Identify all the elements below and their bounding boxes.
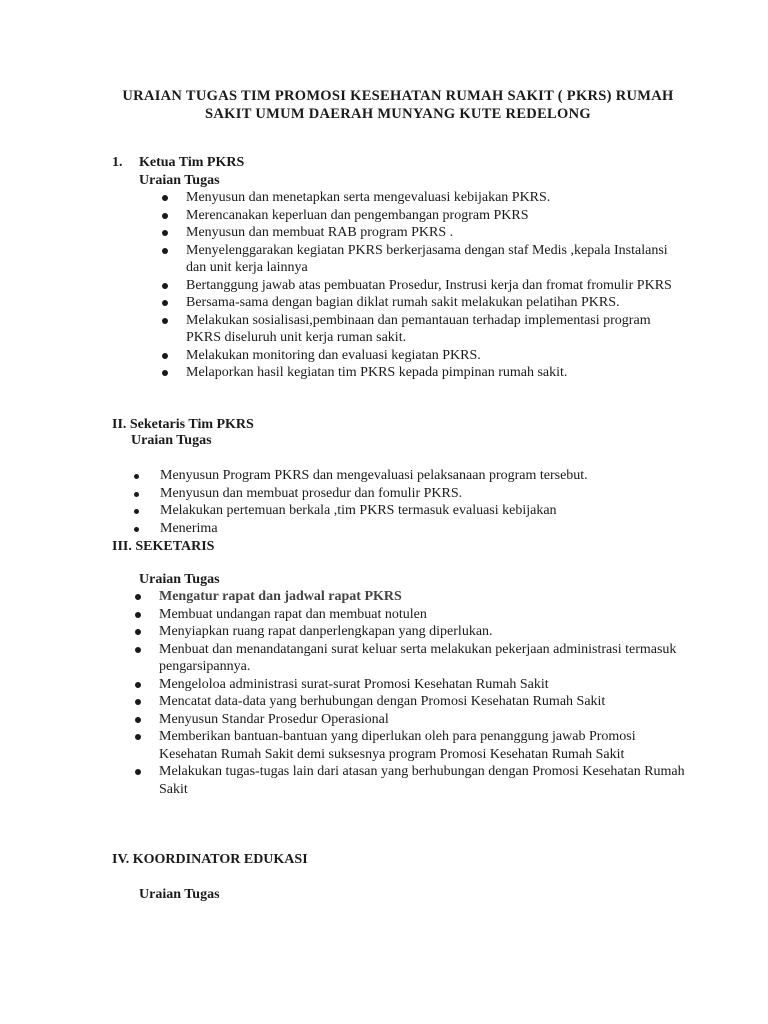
list-item: Menbuat dan menandatangani surat keluar serta melakukan pekerjaan administrasi termasuk pengarsipannya. <box>131 641 691 676</box>
bullet-icon <box>162 370 168 376</box>
list-item: Bersama-sama dengan bagian diklat rumah sakit melakukan pelatihan PKRS. <box>158 294 678 312</box>
bullet-icon <box>134 474 139 479</box>
list-item: Menyiapkan ruang rapat danperlengkapan yang diperlukan. <box>131 623 691 641</box>
list-item: Melakukan sosialisasi,pembinaan dan pemantauan terhadap implementasi program PKRS diseluruh unit kerja ruman sakit. <box>158 312 678 347</box>
list-item: Bertanggung jawab atas pembuatan Prosedur, Instrusi kerja dan fromat fromulir PKRS <box>158 277 678 295</box>
bullet-icon <box>135 647 141 653</box>
bullet-icon <box>162 283 168 289</box>
list-item: Melakukan tugas-tugas lain dari atasan yang berhubungan dengan Promosi Kesehatan Rumah Sakit <box>131 763 691 798</box>
list-item: Memberikan bantuan-bantuan yang diperlukan oleh para penanggung jawab Promosi Kesehatan Rumah Sakit demi suksesnya program Promosi Kesehatan Rumah Sakit <box>131 728 691 763</box>
section-2-heading: II. Seketaris Tim PKRS <box>112 417 254 432</box>
document-title-line-1: URAIAN TUGAS TIM PROMOSI KESEHATAN RUMAH SAKIT ( PKRS) RUMAH <box>122 88 674 104</box>
list-item: Menyusun Standar Prosedur Operasional <box>131 711 691 729</box>
bullet-icon <box>162 248 168 254</box>
list-item: Menyusun dan membuat RAB program PKRS . <box>158 224 678 242</box>
list-item: Menyelenggarakan kegiatan PKRS berkerjasama dengan staf Medis ,kepala Instalansi dan unit kerja lainnya <box>158 242 678 277</box>
bullet-icon <box>162 230 168 236</box>
bullet-icon <box>135 717 141 723</box>
section-1-title: Ketua Tim PKRS <box>139 155 245 170</box>
bullet-icon <box>162 213 168 219</box>
list-item: Melaporkan hasil kegiatan tim PKRS kepada pimpinan rumah sakit. <box>158 364 678 382</box>
list-item: Menyusun dan membuat prosedur dan fomulir PKRS. <box>132 485 692 503</box>
bullet-icon <box>135 612 141 618</box>
section-1-number: 1. <box>112 155 123 170</box>
section-4-subheading: Uraian Tugas <box>139 887 220 902</box>
list-item: Menyusun Program PKRS dan mengevaluasi pelaksanaan program tersebut. <box>132 467 692 485</box>
list-item: Menerima <box>132 520 692 538</box>
bullet-icon <box>162 353 168 359</box>
bullet-icon <box>135 769 141 775</box>
list-item: Menyusun dan menetapkan serta mengevaluasi kebijakan PKRS. <box>158 189 678 207</box>
section-1-task-list <box>158 189 678 382</box>
section-3-heading: III. SEKETARIS <box>112 539 215 554</box>
bullet-icon <box>162 318 168 324</box>
section-3-task-list <box>131 588 691 798</box>
bullet-icon <box>134 492 139 497</box>
list-item: Mengatur rapat dan jadwal rapat PKRS <box>131 588 691 606</box>
list-item: Melakukan pertemuan berkala ,tim PKRS termasuk evaluasi kebijakan <box>132 502 692 520</box>
bullet-icon <box>134 527 139 532</box>
section-4-heading: IV. KOORDINATOR EDUKASI <box>112 852 308 867</box>
list-item: Merencanakan keperluan dan pengembangan program PKRS <box>158 207 678 225</box>
list-item: Melakukan monitoring dan evaluasi kegiatan PKRS. <box>158 347 678 365</box>
section-2-subheading: Uraian Tugas <box>131 433 212 448</box>
section-3-subheading: Uraian Tugas <box>139 572 220 587</box>
section-1-subheading: Uraian Tugas <box>139 173 220 188</box>
bullet-icon <box>162 300 168 306</box>
bullet-icon <box>135 699 141 705</box>
bullet-icon <box>135 734 141 740</box>
list-item: Membuat undangan rapat dan membuat notulen <box>131 606 691 624</box>
bullet-icon <box>162 195 168 201</box>
list-item: Mengeloloa administrasi surat-surat Promosi Kesehatan Rumah Sakit <box>131 676 691 694</box>
document-title-line-2: SAKIT UMUM DAERAH MUNYANG KUTE REDELONG <box>205 106 591 122</box>
section-2-task-list <box>132 467 692 537</box>
bullet-icon <box>134 509 139 514</box>
bullet-icon <box>135 682 141 688</box>
bullet-icon <box>135 594 141 600</box>
list-item: Mencatat data-data yang berhubungan dengan Promosi Kesehatan Rumah Sakit <box>131 693 691 711</box>
section-1-heading <box>112 154 244 172</box>
bullet-icon <box>135 629 141 635</box>
